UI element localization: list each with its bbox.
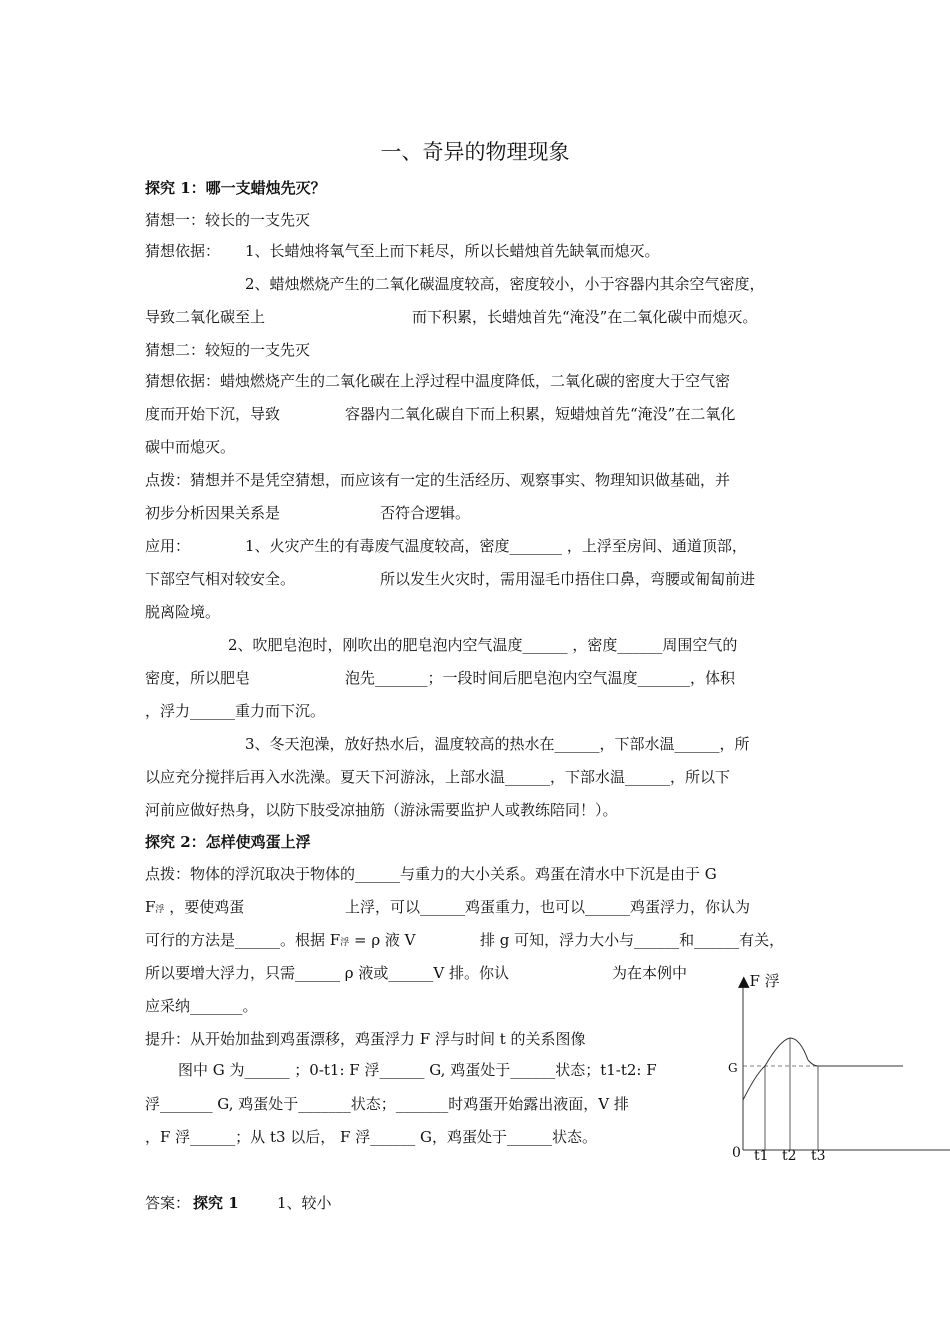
raise-a: 图中 G 为______ ；0-t1: F 浮______ G, 鸡蛋处于______状态；t1-t2: F (178, 1061, 657, 1079)
basis1-label: 猜想依据： (145, 242, 221, 260)
raise-intro: 提升：从开始加盐到鸡蛋漂移，鸡蛋浮力 F 浮与时间 t 的关系图像 (145, 1030, 586, 1048)
buoyancy-curve-peak (765, 1038, 808, 1066)
buoyancy-curve-flat (808, 1060, 903, 1066)
basis1-item2-b2: 而下积累，长蜡烛首先“淹没”在二氧化碳中而熄灭。 (412, 308, 758, 326)
apply1-b1: 下部空气相对较安全。 (145, 570, 296, 588)
answer-label: 答案： (145, 1194, 191, 1212)
tip2-b1: F浮 ，要使鸡蛋 (145, 898, 245, 916)
basis2-a: 猜想依据：蜡烛燃烧产生的二氧化碳在上浮过程中温度降低，二氧化碳的密度大于空气密 (145, 372, 731, 390)
tip1-a: 点拨：猜想并不是凭空猜想，而应该有一定的生活经历、观察事实、物理知识做基础，并 (145, 471, 731, 489)
apply2-b1: 密度，所以肥皂 (145, 669, 251, 687)
guess2: 猜想二：较短的一支先灭 (145, 341, 311, 359)
tip2-d1: 所以要增大浮力，只需______ ρ 液或______V 排。你认 (145, 964, 509, 982)
explore2-heading: 探究 2：怎样使鸡蛋上浮 (145, 833, 311, 851)
buoyancy-curve-rising (743, 1066, 765, 1100)
tip2-c2: 排 g 可知，浮力大小与______和______有关， (480, 931, 785, 949)
t3-label: t3 (811, 1148, 826, 1164)
answer-item: 1、较小 (277, 1194, 332, 1212)
apply2-a: 2、吹肥皂泡时，刚吹出的肥皂泡内空气温度______ ，密度______周围空气的 (228, 636, 738, 654)
apply1-a: 1、火灾产生的有毒废气温度较高，密度_______ ，上浮至房间、通道顶部， (245, 537, 747, 555)
tip2-d2: 为在本例中 (612, 964, 688, 982)
y-axis-label: ▲F 浮 (738, 972, 780, 990)
g-label: G (728, 1061, 738, 1075)
buoyancy-time-graph (718, 968, 950, 1168)
answer-section: 探究 1 (193, 1194, 239, 1212)
apply3-c: 河前应做好热身，以防下肢受凉抽筋（游泳需要监护人或教练陪同！）。 (145, 801, 618, 819)
tip2-e: 应采纳_______。 (145, 997, 258, 1015)
apply1-b2: 所以发生火灾时，需用湿毛巾捂住口鼻，弯腰或匍匐前进 (380, 570, 756, 588)
apply3-a: 3、冬天泡澡，放好热水后，温度较高的热水在______，下部水温______，所 (245, 735, 750, 753)
tip1-b1: 初步分析因果关系是 (145, 504, 281, 522)
raise-c: ，F 浮______；从 t3 以后， F 浮______ G，鸡蛋处于______状态。 (145, 1128, 597, 1146)
page-title: 一、奇异的物理现象 (380, 140, 570, 164)
apply-label: 应用： (145, 537, 191, 555)
basis2-b2: 容器内二氧化碳自下而上积累，短蜡烛首先“淹没”在二氧化 (345, 405, 736, 423)
raise-b: 浮_______ G, 鸡蛋处于_______状态；_______时鸡蛋开始露出液面，V 排 (145, 1095, 629, 1113)
basis2-c: 碳中而熄灭。 (145, 438, 236, 456)
apply2-b2: 泡先_______；一段时间后肥皂泡内空气温度_______，体积 (345, 669, 736, 687)
tip2-b2: 上浮，可以______鸡蛋重力，也可以______鸡蛋浮力，你认为 (345, 898, 751, 916)
basis2-b1: 度而开始下沉，导致 (145, 405, 281, 423)
basis1-item1: 1、长蜡烛将氧气至上而下耗尽，所以长蜡烛首先缺氧而熄灭。 (245, 242, 660, 260)
basis1-item2-b1: 导致二氧化碳至上 (145, 308, 266, 326)
origin-label: 0 (732, 1145, 741, 1161)
guess1: 猜想一：较长的一支先灭 (145, 211, 311, 229)
apply3-b: 以应充分搅拌后再入水洗澡。夏天下河游泳，上部水温______，下部水温______，所以下 (145, 768, 731, 786)
tip1-b2: 否符合逻辑。 (380, 504, 471, 522)
t1-label: t1 (754, 1148, 769, 1164)
basis1-item2-a: 2、蜡烛燃烧产生的二氧化碳温度较高，密度较小，小于容器内其余空气密度， (245, 275, 765, 293)
tip2-c1: 可行的方法是______。根据 F浮 = ρ 液 V (145, 931, 416, 949)
apply1-c: 脱离险境。 (145, 603, 221, 621)
apply2-c: ，浮力______重力而下沉。 (145, 702, 326, 720)
explore1-heading: 探究 1：哪一支蜡烛先灭？ (145, 179, 326, 197)
tip2-a: 点拨：物体的浮沉取决于物体的______与重力的大小关系。鸡蛋在清水中下沉是由于 G (145, 865, 717, 883)
t2-label: t2 (782, 1148, 797, 1164)
